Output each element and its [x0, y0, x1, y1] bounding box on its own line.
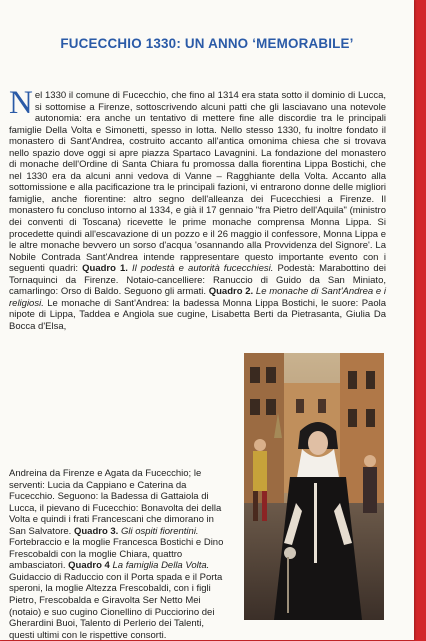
nun-face [308, 431, 328, 455]
quadro-1-text: Podestà: Marabottino dei Tornaquinci da Firenze. Notaio-cancelliere: Ranuccio di Guido da San Miniato, camarlingo: Orso di Baldo. Seguono gli armati. [9, 263, 387, 298]
quadro-2-title: Le monache di Sant'Andrea e i religiosi. [9, 286, 386, 309]
article-body-top [9, 85, 387, 332]
quadro-3-text: Fortebraccio e la moglie Francesca Bostichi e Dino Frescobaldi con la moglie Chiara, quattro ambasciatori. [9, 537, 224, 572]
servants-text: Andreina da Firenze e Agata da Fucecchio; le serventi: Lucia da Cappiano e Caterina da Fucecchio. Seguono: la Badessa di Gattaiola di Lucca, il pievano di Fucecchio: Bonavolta dei della Volta e quindi i frati Francescani che dimorano in San Salvatore. [9, 468, 222, 537]
quadro-4-label: Quadro 4 [68, 560, 110, 572]
quadro-4-title: La famiglia Della Volta. [109, 560, 210, 572]
procession-photo [244, 353, 384, 620]
quadro-2-label: Quadro 2. [208, 286, 254, 298]
intro-text: el 1330 il comune di Fucecchio, che fino al 1314 era stata sotto il dominio di Lucca, si sottomise a Firenze, sottoscrivendo alcuni patti che gli lasciavano una notevole autonomia: era anche un tentativo di mettere fine alle discordie tra le principali famiglie Della Volta e Simonetti, spesso in lotta. Nello stesso 1330, fu inoltre fondato il monastero di Sant'Andrea, costruito accanto all'antica omonima chiesa che si trovava nello spazio dove oggi si apre piazza Spartaco Lavagnini. La fondazione del monastero di monache dell'Ordine di Santa Chiara fu promossa dalla fiorentina Lippa Bostichi, che nel 1330 era da alcuni anni vedova di Vanne – Ragghiante della Volta. Accanto alla sottomissione e alla pacificazione tra le principali fazioni, vi entrarono donne delle migliori famiglie, anche fiorentine: altro segno dell'alleanza dei Fucecchiesi a Firenze. Il monastero fu concluso intorno al 1334, e già il 17 gennaio "fra Pietro dell'Aquila" (ministro dei conventi di Toscana) ricevette le prime monache comprensa Monna Lippa. Si procedette quindi all'escavazione di un pozzo e il 26 maggio il confessore, Monna Lippa e le altre monache bevvero un sorso d'acqua 'osannando alla Provvidenza del Signore'. La Nobile Contrada Sant'Andrea intende rappresentare questo importante evento con i seguenti quadri: [9, 90, 386, 275]
quadro-1-title: Il podestà e autorità fucecchiesi. [127, 263, 274, 275]
quadro-4-text: Guidaccio di Raduccio con il Porta spada e il Porta speroni, la moglie Altezza Frescobaldi, con i figli Pietro, Frescobalda e Giravolta Ser Netto Mei (notaio) e suo cugino Cionellino di Pucciorino dei Gherardini Buoi, Talento di Perlerio dei Talenti, questi ultimi con le rispettive consorti. [9, 571, 223, 641]
quadro-3-label: Quadro 3. [73, 525, 119, 537]
article-title: FUCECCHIO 1330: UN ANNO ‘MEMORABILE’ [60, 36, 354, 51]
drop-cap: N [9, 85, 33, 121]
quadro-3-title: Gli ospiti fiorentini. [120, 525, 199, 537]
quadro-1-label: Quadro 1. [82, 263, 128, 275]
procession-photo-illustration [244, 353, 384, 620]
article-body-bottom [9, 468, 231, 641]
quadro-2-text: Le monache di Sant'Andrea: la badessa Monna Lippa Bostichi, le suore: Paola nipote di Lippa, Taddea e Angiola sue cugine, Lisabetta Berti da Pietrasanta, Giulia Da Bocca d'Elsa, [9, 297, 386, 332]
